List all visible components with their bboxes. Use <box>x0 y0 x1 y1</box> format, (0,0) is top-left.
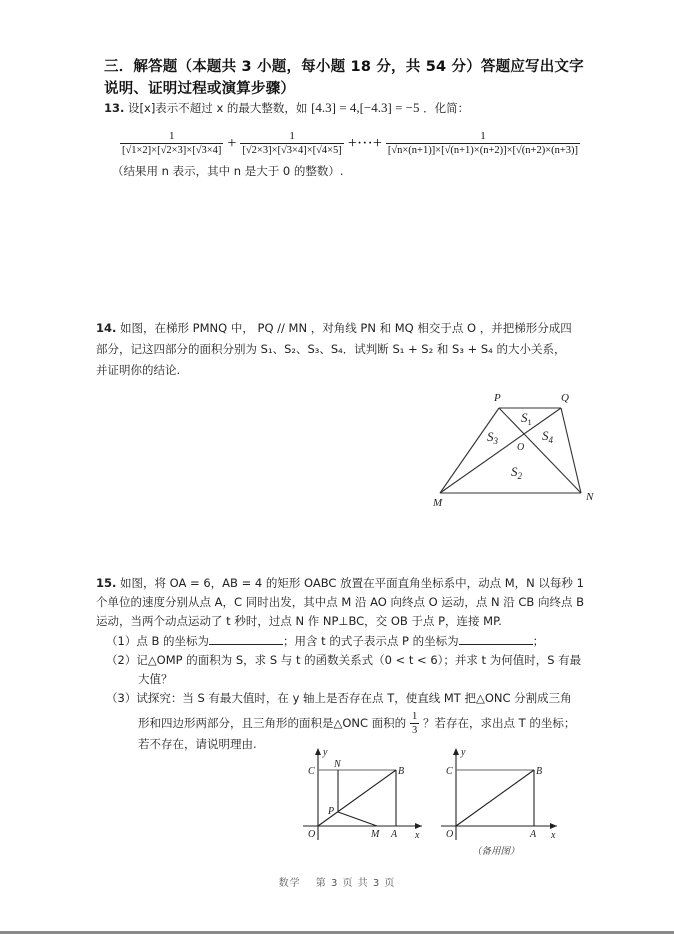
q13-note: （结果用 n 表示，其中 n 是大于 0 的整数）. <box>112 164 344 178</box>
edge-PM <box>440 408 499 493</box>
q15-spare-figure <box>435 740 570 860</box>
label-P: P <box>494 392 501 404</box>
label-C: C <box>308 766 315 777</box>
answer-blank-B-coordinate[interactable] <box>209 632 283 645</box>
label-Q: Q <box>561 392 569 404</box>
q15-part-3: （3）试探究：当 S 有最大值时，在 y 轴上是否存在点 T，使直线 MT 把△ONC 分割成三角 形和四边形两部分，且三角形的面积是△ONC 面积的 $\frac{1}{3}$ ？若存在，求出点 T 的坐标； 若不存在，请说明理由. <box>106 691 576 751</box>
q14-trapezoid-figure <box>420 385 610 515</box>
label-B: B <box>398 766 405 777</box>
label-M: M <box>371 829 380 840</box>
q13-text-post: ．化简： <box>423 101 470 115</box>
y-axis-arrow <box>315 748 321 755</box>
x-axis-arrow <box>415 823 422 829</box>
label-S3: $S_3$ <box>487 429 498 446</box>
q15-part-1: （1）点 B 的坐标为 ；用含 t 的式子表示点 P 的坐标为 ； <box>106 634 545 648</box>
q15-coordinate-figure <box>295 740 435 845</box>
q15-line-2: 个单位的速度分别从点 A，C 同时出发，其中点 M 沿 AO 向终点 O 运动，点 N 沿 CB 向终点 B <box>96 595 585 609</box>
q13-term-1: $\frac{1}{[√1\times 2]\times[√2\times 3]\times[√3\times 4]}$ <box>122 130 222 156</box>
label-A: A <box>391 829 398 840</box>
y-axis-arrow <box>453 748 459 755</box>
plus-sign: + <box>227 134 237 152</box>
diagonal-MQ <box>440 408 561 493</box>
q14-line-3: 并证明你的结论. <box>96 363 181 377</box>
label-A: A <box>530 829 537 840</box>
segment-OB <box>318 770 396 826</box>
answer-blank-P-coordinate[interactable] <box>459 632 533 645</box>
section-heading: 三．解答题（本题共 3 小题，每小题 18 分，共 54 分）答题应写出文字说明、证明过程或演算步骤） <box>104 59 584 97</box>
q14-number: 14. <box>96 321 117 335</box>
segment-OB <box>456 770 534 826</box>
edge-QN <box>561 408 581 493</box>
label-S1: $S_1$ <box>521 410 532 427</box>
q15-number: 15. <box>96 576 117 590</box>
q13-term-n: $\frac{1}{[√n\times(n+1)]\times[√(n+1)\times(n+2)]\times[√(n+2)\times(n+3)]}$ <box>387 130 579 156</box>
q13-expression <box>120 130 650 157</box>
label-x: x <box>551 830 556 841</box>
q14-prompt <box>96 318 596 381</box>
label-y: y <box>323 747 328 758</box>
segment-PM <box>338 812 377 826</box>
fraction-one-third: $\frac{1}{3}$ <box>411 710 418 736</box>
label-O: O <box>517 442 525 453</box>
q13-number: 13. <box>104 101 125 115</box>
label-N: N <box>334 759 341 770</box>
q14-line-1: 如图，在梯形 PMNQ 中， PQ // MN ，对角线 PN 和 MQ 相交于点 O ，并把梯形分成四 <box>120 321 572 335</box>
label-y: y <box>461 747 466 758</box>
label-N: N <box>586 491 594 503</box>
label-x: x <box>415 830 420 841</box>
label-P: P <box>328 806 335 817</box>
label-B: B <box>536 766 543 777</box>
page-footer: 数学 第 3 页 共 3 页 <box>278 878 396 889</box>
q15-line-1: 如图，将 OA = 6，AB = 4 的矩形 OABC 放置在平面直角坐标系中，动点 M，N 以每秒 1 <box>120 576 584 590</box>
label-O: O <box>308 829 316 840</box>
q13-term-2: $\frac{1}{[√2\times 3]\times[√3\times 4]\times[√4\times 5]}$ <box>242 130 342 156</box>
q13-example: [4.3] = 4,[−4.3] = −5 <box>311 100 420 115</box>
q13-prompt <box>104 98 624 118</box>
label-S2: $S_2$ <box>511 464 522 481</box>
ellipsis: +···+ <box>347 134 382 152</box>
q15-line-3: 运动，当两个动点运动了 t 秒时，过点 N 作 NP⊥BC，交 OB 于点 P，连接 MP. <box>96 614 502 628</box>
q15-prompt <box>96 573 596 630</box>
label-O: O <box>446 829 454 840</box>
diagonal-PN <box>499 408 581 493</box>
label-C: C <box>446 766 453 777</box>
q15-part-2: （2）记△OMP 的面积为 S，求 S 与 t 的函数关系式（0 < t < 6）；并求 t 为何值时，S 有最 大值？ <box>106 653 582 686</box>
spare-figure-caption: （备用图） <box>472 846 520 857</box>
label-S4: $S_4$ <box>542 428 553 445</box>
q13-text-pre: 设[x]表示不超过 x 的最大整数，如 <box>128 101 308 115</box>
x-axis-arrow <box>550 823 557 829</box>
label-M: M <box>433 497 443 509</box>
q14-line-2: 部分，记这四部分的面积分别为 S₁、S₂、S₃、S₄．试判断 S₁ + S₂ 和 S₃ + S₄ 的大小关系， <box>96 342 566 356</box>
